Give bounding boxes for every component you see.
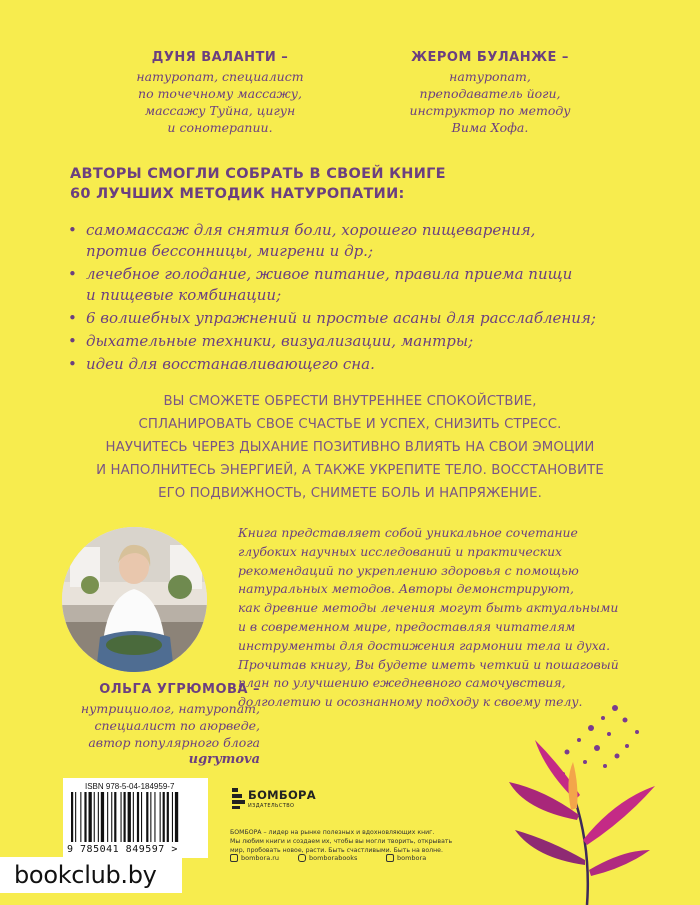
barcode-bar [150, 792, 151, 842]
author-description: натуропат, преподаватель йоги, инструктор по методу Вима Хофа. [409, 69, 571, 135]
author-name: ЖЕРОМ БУЛАНЖЕ – [411, 50, 569, 65]
barcode-bar [94, 792, 95, 842]
barcode-bar [137, 792, 139, 842]
social-website[interactable]: bombora.ru [230, 854, 279, 862]
barcode-digits: 9 785041 849597 > [67, 844, 178, 855]
book-description: Книга представляет собой уникальное сочетание глубоких научных исследований и практических рекомендаций по укреплению здоровья с помощью натуральных методов. Авторы демонстрируют, как древние методы лечения могут быть актуальными и в современном мире, предоставляя читателям инструменты для достижения гармонии тела и духа. Прочитав книгу, Вы будете иметь четкий и пошаговый план по улучшению ежедневного самочувствия, долголетию и осознанному подходу к своему телу. [238, 525, 619, 710]
bullet-icon: • [68, 221, 77, 239]
bullet-icon: • [68, 332, 77, 350]
author-name: ДУНЯ ВАЛАНТИ – [151, 50, 289, 65]
flower-decoration-icon [505, 690, 700, 905]
publisher-name: БОМБОРА [248, 788, 316, 802]
barcode-bar [154, 792, 155, 842]
list-item: • дыхательные техники, визуализации, мантры; [68, 332, 474, 350]
barcode-bar [98, 792, 99, 842]
barcode-bar [160, 792, 161, 842]
author-name: ОЛЬГА УГРЮМОВА – [99, 682, 260, 697]
barcode-bar [111, 792, 112, 842]
author-olga-ugryumova [40, 682, 260, 768]
author-duniya-valanti [90, 50, 350, 136]
list-item: • идеи для восстанавливающего сна. [68, 355, 375, 373]
barcode-bar [124, 792, 126, 842]
author-jerome-boulanger [355, 50, 625, 136]
barcode-bar [175, 792, 178, 842]
barcode-bar [128, 792, 131, 842]
list-item: • 6 волшебных упражнений и простые асаны для расслабления; [68, 309, 596, 327]
author-photo [62, 527, 207, 672]
barcode-bar [146, 792, 148, 842]
barcode-bar [114, 792, 116, 842]
list-item: • лечебное голодание, живое питание, правила приема пищи и пищевые комбинации; [68, 265, 573, 304]
bombora-logo-icon [230, 786, 246, 810]
instagram-icon [298, 854, 306, 862]
publisher-socials [230, 854, 530, 866]
barcode-bar [167, 792, 169, 842]
bullet-icon: • [68, 309, 77, 327]
barcode [63, 778, 208, 858]
vk-icon [386, 854, 394, 862]
barcode-bar [172, 792, 173, 842]
publisher-sub: ИЗДАТЕЛЬСТВО [248, 803, 295, 809]
bullet-icon: • [68, 265, 77, 283]
list-item: • самомассаж для снятия боли, хорошего пищеварения, против бессонницы, мигрени и др.; [68, 221, 536, 260]
barcode-bar [89, 792, 92, 842]
methods-list [68, 220, 658, 377]
barcode-bar [121, 792, 122, 842]
barcode-bar [71, 792, 73, 842]
blog-name: ugrymova [188, 752, 260, 767]
headline: АВТОРЫ СМОГЛИ СОБРАТЬ В СВОЕЙ КНИГЕ 60 ЛУЧШИХ МЕТОДИК НАТУРОПАТИИ: [70, 166, 446, 202]
bullet-icon: • [68, 355, 77, 373]
barcode-bar [101, 792, 104, 842]
benefits-paragraph: ВЫ СМОЖЕТЕ ОБРЕСТИ ВНУТРЕННЕЕ СПОКОЙСТВИЕ, СПЛАНИРОВАТЬ СВОЕ СЧАСТЬЕ И УСПЕХ, СНИЗИТЬ СТРЕСС. НАУЧИТЕСЬ ЧЕРЕЗ ДЫХАНИЕ ПОЗИТИВНО ВЛИЯТЬ НА СВОИ ЭМОЦИИ И НАПОЛНИТЕСЬ ЭНЕРГИЕЙ, А ТАКЖЕ УКРЕПИТЕ ТЕЛО. ВОССТАНОВИТЕ ЕГО ПОДВИЖНОСТЬ, СНИМЕТЕ БОЛЬ И НАПРЯЖЕНИЕ. [96, 394, 604, 501]
barcode-bar [84, 792, 86, 842]
barcode-bar [75, 792, 76, 842]
watermark: bookclub.by [0, 857, 182, 893]
social-vk[interactable]: bombora [386, 854, 426, 862]
publisher-tagline: БОМБОРА – лидер на рынке полезных и вдохновляющих книг. Мы любим книги и создаем их, чтобы вы могли творить, открывать мир, пробовать новое, расти. Быть счастливыми. Быть на волне. [230, 829, 453, 854]
barcode-bar [107, 792, 108, 842]
author-description: нутрициолог, натуропат, специалист по аюрведе, автор популярного блога ugrymova [40, 700, 260, 768]
globe-icon [230, 854, 238, 862]
barcode-bar [141, 792, 142, 842]
barcode-bar [133, 792, 134, 842]
author-description: натуропат, специалист по точечному массажу, массажу Туйна, цигун и сонотерапии. [136, 69, 304, 135]
isbn-label: ISBN 978-5-04-184959-7 [85, 782, 175, 791]
barcode-bar [80, 792, 81, 842]
barcode-bar [163, 792, 165, 842]
social-instagram[interactable]: bomborabooks [298, 854, 357, 862]
